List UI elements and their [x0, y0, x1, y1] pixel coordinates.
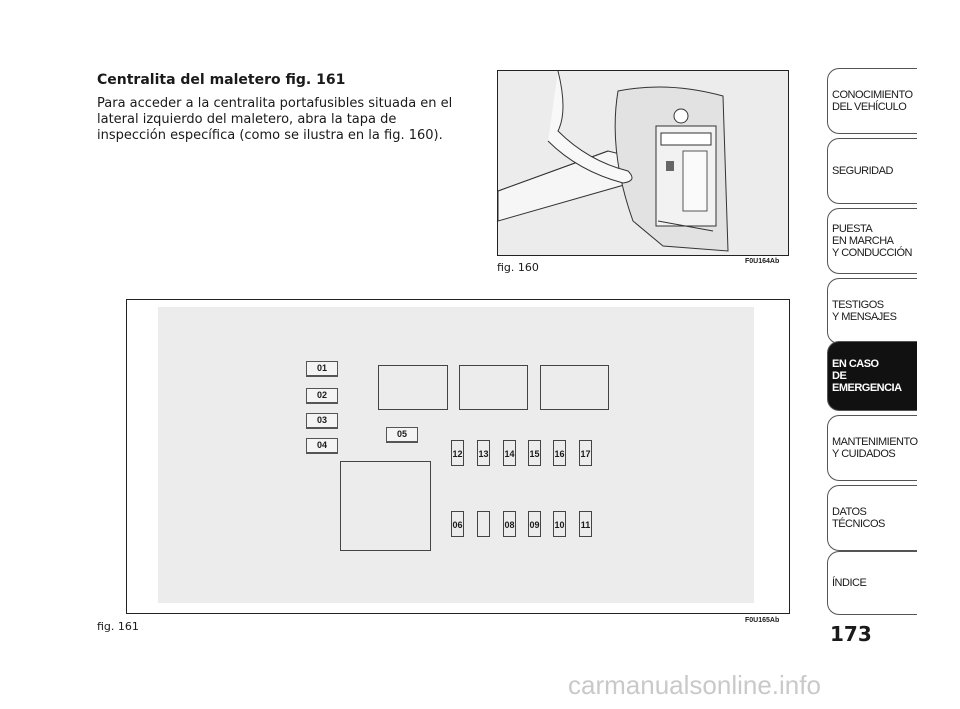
tab-datos-tecnicos[interactable]: DATOS TÉCNICOS	[827, 485, 917, 551]
tab-seguridad[interactable]: SEGURIDAD	[827, 138, 917, 204]
tab-puesta-en-marcha[interactable]: PUESTA EN MARCHA Y CONDUCCIÓN	[827, 208, 917, 274]
fuse-06: 06	[451, 511, 464, 537]
fuse-tag-03: 03	[306, 413, 338, 429]
fig160-image	[497, 70, 789, 256]
fuse-12: 12	[451, 440, 464, 466]
fuse-tag-02: 02	[306, 388, 338, 404]
fuse-16: 16	[553, 440, 566, 466]
tab-conocimiento[interactable]: CONOCIMIENTO DEL VEHÍCULO	[827, 68, 917, 134]
tab-mantenimiento[interactable]: MANTENIMIENTO Y CUIDADOS	[827, 415, 917, 481]
relay-1	[378, 365, 448, 410]
trunk-fusebox-illustration	[498, 71, 788, 255]
tab-indice[interactable]: ÍNDICE	[827, 551, 917, 615]
fuse-14: 14	[503, 440, 516, 466]
relay-large	[340, 461, 431, 551]
page-number: 173	[830, 622, 872, 646]
fuse-tag-04: 04	[306, 438, 338, 454]
fig160-caption: fig. 160	[497, 261, 539, 274]
relay-2	[459, 365, 528, 410]
fuse-15: 15	[528, 440, 541, 466]
section-title: Centralita del maletero fig. 161	[97, 72, 346, 88]
tab-testigos[interactable]: TESTIGOS Y MENSAJES	[827, 278, 917, 344]
fuse-11: 11	[579, 511, 592, 537]
fuse-tag-05: 05	[386, 427, 418, 443]
fuse-10: 10	[553, 511, 566, 537]
fuse-panel	[158, 307, 754, 603]
fig161-code: F0U165Ab	[745, 617, 780, 624]
fig160-code: F0U164Ab	[745, 258, 780, 265]
fuse-17: 17	[579, 440, 592, 466]
fuse-tag-01: 01	[306, 361, 338, 377]
section-body: Para acceder a la centralita portafusibles situada en el lateral izquierdo del maletero, abra la tapa de inspección específica (como se ilustra en la fig. 160).	[97, 96, 453, 143]
fuse-empty	[477, 511, 490, 537]
fuse-08: 08	[503, 511, 516, 537]
relay-3	[540, 365, 609, 410]
fuse-09: 09	[528, 511, 541, 537]
tab-en-caso-de-emergencia[interactable]: EN CASO DE EMERGENCIA	[827, 341, 917, 411]
fuse-13: 13	[477, 440, 490, 466]
fig161-caption: fig. 161	[97, 620, 139, 633]
watermark: carmanualsonline.info	[568, 670, 821, 700]
